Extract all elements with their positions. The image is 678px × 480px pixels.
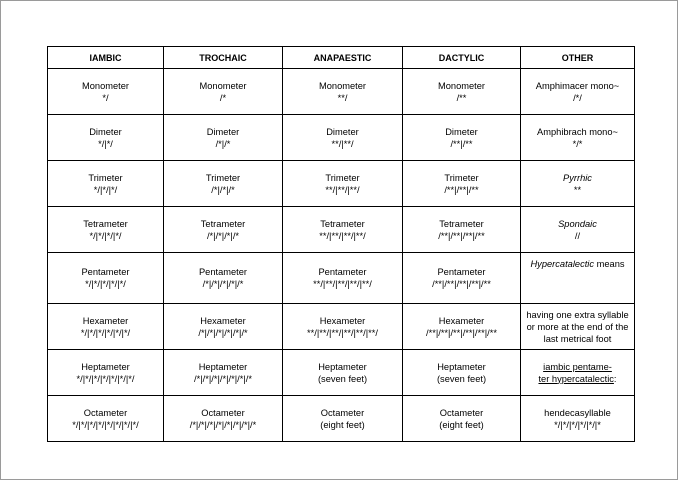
meter-name: Pentameter <box>318 267 367 277</box>
other-pattern: */|*/|*/|*/|*/|* <box>554 419 601 430</box>
cell-iambic <box>48 396 164 442</box>
cell-anapaestic <box>283 253 403 304</box>
meter-pattern: **/|**/|**/|**/|**/ <box>313 279 372 289</box>
cell-other <box>521 161 635 207</box>
meter-pattern: **/|**/ <box>331 138 354 149</box>
cell-iambic <box>48 207 164 253</box>
meter-name: Pentameter <box>198 267 248 277</box>
example-term-line2 <box>523 373 632 385</box>
cell-dactylic <box>403 304 521 350</box>
meter-name: Trimeter <box>444 172 479 183</box>
meter-name: Trimeter <box>325 172 360 183</box>
meter-name: Heptameter <box>81 361 130 372</box>
cell-anapaestic <box>283 115 403 161</box>
cell-trochaic <box>164 396 283 442</box>
cell-anapaestic <box>283 304 403 350</box>
meter-name: Pentameter <box>81 267 130 277</box>
meter-name: Tetrameter <box>320 218 365 229</box>
other-term: Spondaic <box>558 218 597 229</box>
meter-pattern: /**|/**|/**|/**|/** <box>432 279 491 289</box>
cell-trochaic <box>164 350 283 396</box>
meter-pattern: (eight feet) <box>320 419 365 430</box>
meter-pattern: /*|/*|/* <box>211 184 235 195</box>
meter-pattern: /**|/**|/** <box>444 184 479 195</box>
example-term-underlined: ter hypercatalectic <box>538 373 614 384</box>
cell-other <box>521 253 635 304</box>
meter-pattern: */|*/|*/|*/|*/|*/|*/|*/ <box>72 419 139 430</box>
meter-pattern: /*|/*|/*|/*|/*|/*|/* <box>194 373 252 384</box>
meter-name: Hexameter <box>438 315 485 326</box>
meter-name: Octameter <box>201 407 245 418</box>
meter-name: Hexameter <box>82 315 129 326</box>
meter-pattern: **/|**/|**/|**/|**/|**/ <box>307 327 378 338</box>
table-row <box>48 253 635 304</box>
meter-name: Dimeter <box>326 126 359 137</box>
other-definition-heading <box>523 258 632 270</box>
meter-pattern: */|*/|*/|*/|*/ <box>85 279 126 289</box>
cell-iambic <box>48 350 164 396</box>
table-row <box>48 350 635 396</box>
other-definition-text: having one extra syllable or more at the end of the last metrical foot <box>526 309 629 344</box>
header-dactylic: DACTYLIC <box>403 47 521 69</box>
cell-anapaestic <box>283 396 403 442</box>
cell-trochaic <box>164 253 283 304</box>
header-row <box>48 47 635 69</box>
meter-pattern: /**|/**|/**|/** <box>438 230 485 241</box>
meter-pattern: (seven feet) <box>436 373 487 384</box>
meter-pattern: **/|**/|**/ <box>325 184 360 195</box>
table-row <box>48 115 635 161</box>
meter-pattern: /*|/* <box>215 138 231 149</box>
meter-pattern: /*|/*|/*|/* <box>206 230 240 241</box>
cell-other <box>521 304 635 350</box>
meter-name: Tetrameter <box>200 218 246 229</box>
cell-anapaestic <box>283 69 403 115</box>
meter-pattern: */|*/|*/|*/|*/|*/|*/ <box>76 373 135 384</box>
meter-pattern: **/|**/|**/|**/ <box>319 230 366 241</box>
table-row <box>48 396 635 442</box>
other-pattern: /*/ <box>573 92 582 103</box>
cell-anapaestic <box>283 350 403 396</box>
cell-iambic <box>48 69 164 115</box>
meter-pattern: */ <box>102 92 109 103</box>
cell-trochaic <box>164 69 283 115</box>
meter-name: Monometer <box>199 80 247 91</box>
meter-pattern: /*|/*|/*|/*|/* <box>202 279 244 289</box>
cell-trochaic <box>164 115 283 161</box>
cell-dactylic <box>403 253 521 304</box>
cell-anapaestic <box>283 161 403 207</box>
meter-name: Trimeter <box>205 172 241 183</box>
meter-pattern: /* <box>219 92 227 103</box>
meter-pattern: (eight feet) <box>439 419 484 430</box>
cell-dactylic <box>403 396 521 442</box>
table-row <box>48 161 635 207</box>
other-term: Pyrrhic <box>563 172 592 183</box>
meter-pattern: */|*/|*/|*/|*/|*/ <box>80 327 131 338</box>
other-pattern: // <box>574 230 581 241</box>
cell-other <box>521 207 635 253</box>
meter-pattern: /**|/**|/**|/**|/**|/** <box>426 327 497 338</box>
meter-name: Dimeter <box>89 126 122 137</box>
cell-dactylic <box>403 207 521 253</box>
meter-name: Monometer <box>318 80 367 91</box>
meter-name: Heptameter <box>318 361 367 372</box>
cell-iambic <box>48 115 164 161</box>
header-anapaestic: ANAPAESTIC <box>283 47 403 69</box>
other-pattern: */* <box>572 138 583 149</box>
cell-trochaic <box>164 304 283 350</box>
meter-pattern: /*|/*|/*|/*|/*|/* <box>198 327 248 338</box>
meter-pattern: /**|/** <box>450 138 473 149</box>
meter-name: Hexameter <box>200 315 246 326</box>
cell-iambic <box>48 161 164 207</box>
cell-iambic <box>48 304 164 350</box>
other-term: hendecasyllable <box>544 407 611 418</box>
cell-dactylic <box>403 350 521 396</box>
header-iambic: IAMBIC <box>48 47 164 69</box>
meter-name: Hexameter <box>319 315 366 326</box>
meter-pattern: /*|/*|/*|/*|/*|/*|/*|/* <box>189 419 257 430</box>
other-pattern: ** <box>573 184 582 195</box>
example-colon: : <box>613 373 617 384</box>
cell-iambic <box>48 253 164 304</box>
cell-other <box>521 350 635 396</box>
meter-name: Octameter <box>83 407 128 418</box>
cell-trochaic <box>164 161 283 207</box>
hypercatalectic-term: Hypercatalectic <box>530 259 595 269</box>
meter-table <box>47 46 635 442</box>
other-term: Amphimacer mono~ <box>535 80 620 91</box>
cell-anapaestic <box>283 207 403 253</box>
other-term: Amphibrach mono~ <box>537 126 618 137</box>
cell-trochaic <box>164 207 283 253</box>
meter-name: Monometer <box>81 80 130 91</box>
example-term-line1: iambic pentame- <box>543 361 612 372</box>
meter-pattern: /** <box>456 92 467 103</box>
meter-pattern: */|*/|*/|*/ <box>89 230 122 241</box>
means-text: means <box>594 259 625 269</box>
cell-dactylic <box>403 115 521 161</box>
meter-name: Heptameter <box>437 361 486 372</box>
meter-name: Monometer <box>437 80 486 91</box>
meter-name: Dimeter <box>445 126 478 137</box>
table-row <box>48 69 635 115</box>
meter-name: Heptameter <box>198 361 248 372</box>
meter-pattern: (seven feet) <box>317 373 368 384</box>
cell-other <box>521 69 635 115</box>
meter-pattern: **/ <box>337 92 348 103</box>
header-trochaic: TROCHAIC <box>164 47 283 69</box>
meter-name: Tetrameter <box>83 218 128 229</box>
meter-name: Octameter <box>439 407 484 418</box>
table-row <box>48 207 635 253</box>
cell-other <box>521 115 635 161</box>
cell-other <box>521 396 635 442</box>
meter-name: Trimeter <box>88 172 123 183</box>
meter-pattern: */|*/|*/ <box>93 184 118 195</box>
meter-name: Octameter <box>320 407 365 418</box>
meter-name: Pentameter <box>437 267 486 277</box>
cell-dactylic <box>403 161 521 207</box>
meter-name: Tetrameter <box>439 218 484 229</box>
header-other: OTHER <box>521 47 635 69</box>
cell-dactylic <box>403 69 521 115</box>
meter-pattern: */|*/ <box>98 138 113 149</box>
table-row <box>48 304 635 350</box>
meter-name: Dimeter <box>206 126 240 137</box>
